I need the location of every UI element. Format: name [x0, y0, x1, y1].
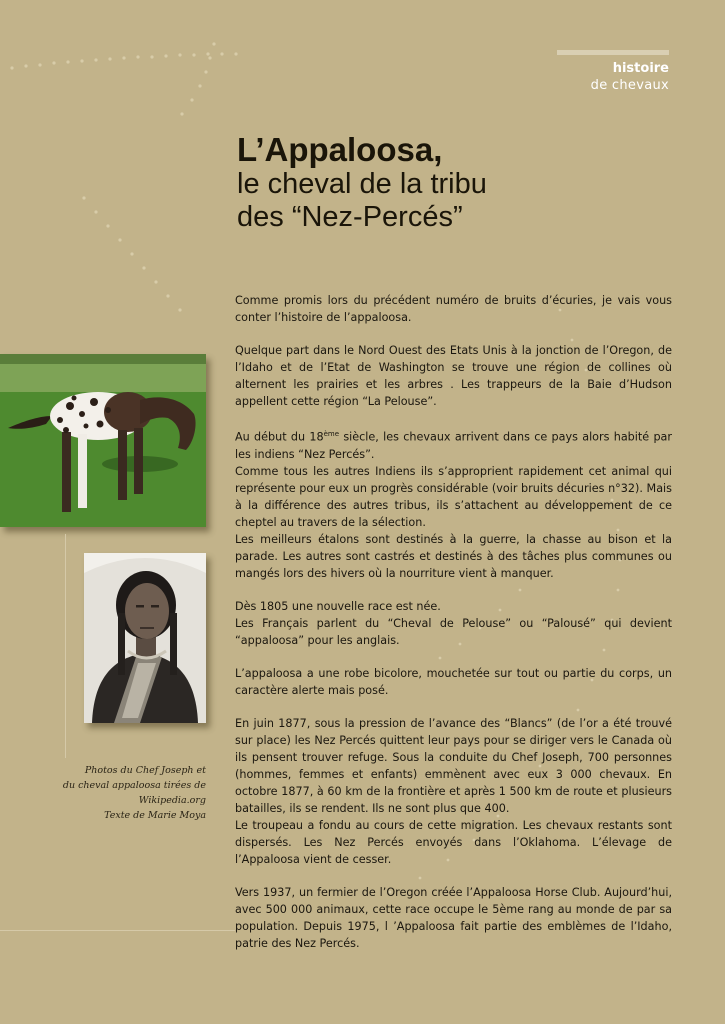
- paragraph-3: [235, 426, 672, 582]
- title-sub-2: des “Nez-Percés”: [237, 201, 463, 233]
- paragraph-2: Quelque part dans le Nord Ouest des Etats Unis à la jonction de l’Oregon, de l’Idaho et de l’Etat de Washington se trouve une région de collines où alternent les prairies et les arbres . Les trappeurs de la Baie d’Hudson appellent cette région “La Pelouse”.: [235, 344, 672, 408]
- rubric-line-2: de chevaux: [590, 78, 669, 93]
- caption-line-1: Photos du Chef Joseph et: [84, 765, 206, 776]
- p4-line-2: Les Français parlent du “Cheval de Pelouse” ou “Palousé” qui devient “appaloosa” pour les anglais.: [235, 616, 672, 647]
- article-title: [237, 132, 677, 234]
- portrait-illustration: [84, 553, 206, 723]
- p3-line-2: Comme tous les autres Indiens ils s’approprient rapidement cet animal qui représente pour eux un progrès considérable (voir bruits décuries n°32). Mais à la différence des autres tribus, ils s’attachent au développement de ce cheptel au travers de la sélection.: [235, 464, 672, 529]
- title-main: L’Appaloosa,: [237, 131, 443, 168]
- caption-line-3: Wikipedia.org: [138, 795, 206, 806]
- paragraph-6: [235, 715, 672, 868]
- paragraph-1: Comme promis lors du précédent numéro de bruits d’écuries, je vais vous conter l’histoire de l’appaloosa.: [235, 294, 672, 324]
- p3-superscript: ème: [323, 430, 340, 438]
- p3-line-3: Les meilleurs étalons sont destinés à la guerre, la chasse au bison et la parade. Les autres sont castrés et destinés à des tâches plus communes ou mangés lors des hivers où la nourriture vient à manquer.: [235, 532, 672, 580]
- section-rubric: [557, 50, 669, 95]
- paragraph-4: [235, 598, 672, 649]
- p3-text-a: Au début du 18: [235, 430, 324, 444]
- p4-line-1: Dès 1805 une nouvelle race est née.: [235, 599, 441, 613]
- rubric-bar: [557, 50, 669, 55]
- divider-horizontal: [0, 930, 235, 931]
- appaloosa-horse-photo: [0, 354, 206, 527]
- title-sub-1: le cheval de la tribu: [237, 168, 487, 200]
- paragraph-5: L’appaloosa a une robe bicolore, mouchetée sur tout ou partie du corps, un caractère alerte mais posé.: [235, 666, 672, 697]
- p3-text-b: siècle, les chevaux arrivent dans ce pays alors habité par les indiens “Nez Percés”.: [235, 430, 672, 461]
- caption-divider-vertical: [65, 534, 66, 758]
- caption-line-4: Texte de Marie Moya: [104, 810, 206, 821]
- horse-illustration: [0, 354, 206, 527]
- article-body: [235, 292, 672, 968]
- paragraph-7: Vers 1937, un fermier de l’Oregon créée l’Appaloosa Horse Club. Aujourd’hui, avec 500 000 animaux, cette race occupe le 5ème rang au monde de par sa population. Depuis 1975, l ’Appaloosa fait partie des emblèmes de l’Idaho, patrie des Nez Percés.: [235, 885, 672, 950]
- p6-line-1: En juin 1877, sous la pression de l’avance des “Blancs” (de l’or a été trouvé sur place) les Nez Percés quittent leur pays pour se diriger vers le Canada où ils pensent trouver refuge. Sous la conduite du Chef Joseph, 700 personnes (hommes, femmes et enfants) emmènent avec eux 3 000 chevaux. En octobre 1877, à 60 km de la frontière et après 1 500 km de route et plusieurs batailles, ils se rendent. Ils ne sont plus que 400.: [235, 716, 672, 815]
- photo-caption: [60, 763, 206, 823]
- p6-line-2: Le troupeau a fondu au cours de cette migration. Les chevaux restants sont dispersés. Les Nez Percés envoyés dans l’Oklahoma. L’élevage de l’Appaloosa vient de cesser.: [235, 818, 672, 866]
- caption-line-2: du cheval appaloosa tirées de: [62, 780, 206, 791]
- rubric-line-1: histoire: [612, 61, 669, 76]
- chief-joseph-portrait: [84, 553, 206, 723]
